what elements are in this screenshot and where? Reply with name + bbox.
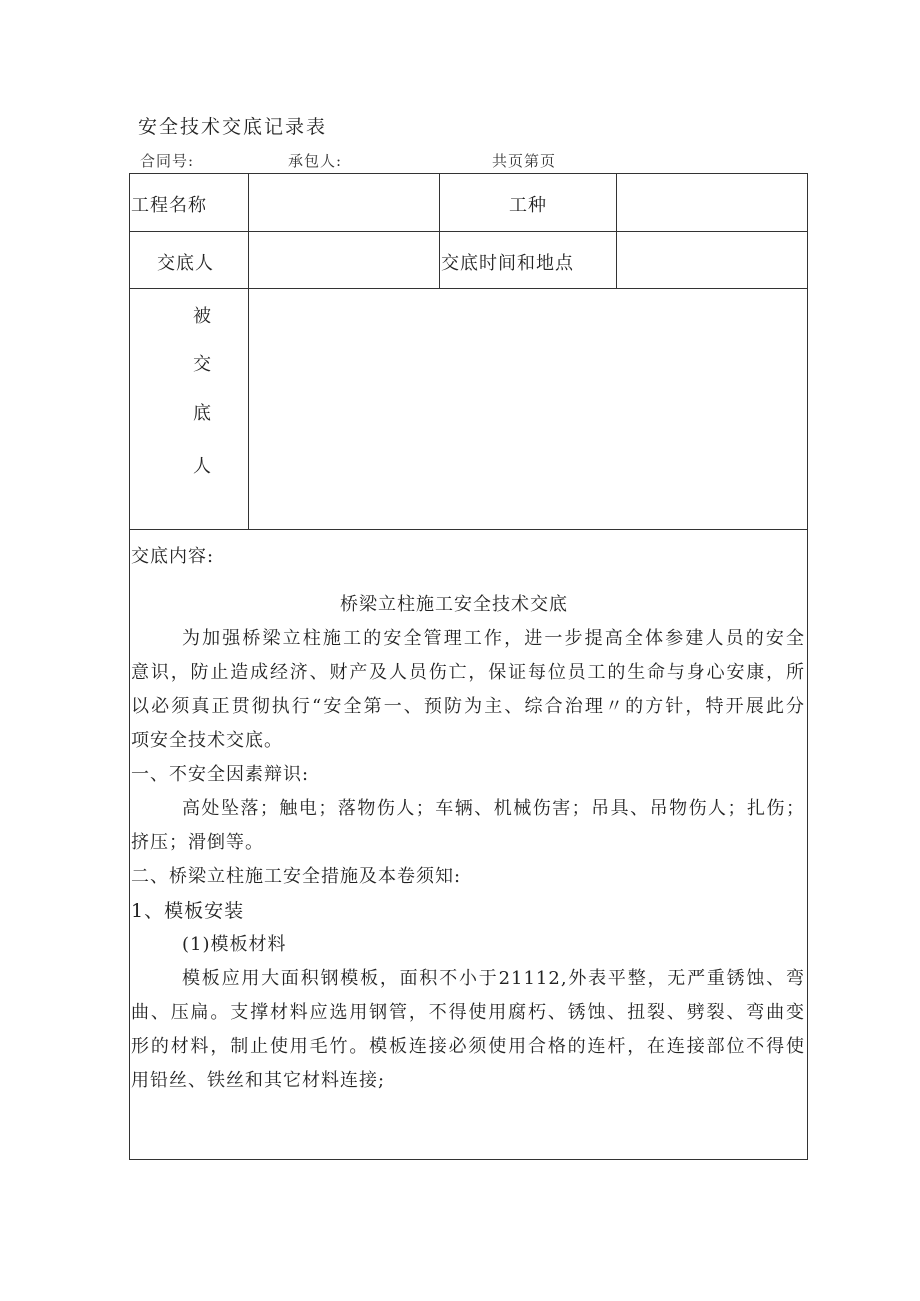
contract-number-label: 合同号: bbox=[140, 152, 195, 170]
time-place-field[interactable] bbox=[618, 234, 806, 286]
briefing-content bbox=[131, 540, 805, 1098]
content-heading: 桥梁立柱施工安全技术交底 bbox=[340, 594, 568, 615]
table-divider bbox=[129, 529, 808, 530]
work-type-label: 工种 bbox=[509, 195, 547, 216]
project-name-field[interactable] bbox=[250, 180, 438, 230]
recipient-label-char: 交 bbox=[193, 354, 211, 375]
section-heading: 一、不安全因素辩识: bbox=[131, 764, 310, 785]
intro-line: 以必须真正贯彻执行“安全第一、预防为主、综合治理〃的方针，特开展此分 bbox=[131, 696, 805, 717]
time-place-label: 交底时间和地点 bbox=[441, 253, 574, 274]
form-title: 安全技术交底记录表 bbox=[138, 116, 328, 138]
recipient-signature-area[interactable] bbox=[250, 291, 806, 527]
hazard-line: 挤压；滑倒等。 bbox=[131, 832, 264, 853]
table-divider bbox=[616, 173, 617, 289]
intro-line: 为加强桥梁立柱施工的安全管理工作，进一步提高全体参建人员的安全 bbox=[182, 628, 805, 649]
intro-line: 项安全技术交底。 bbox=[131, 730, 283, 751]
item-heading: 1、模板安装 bbox=[131, 900, 245, 922]
recipient-label-char: 被 bbox=[193, 306, 211, 327]
content-section-label: 交底内容: bbox=[131, 546, 215, 567]
item-line: 用铅丝、铁丝和其它材料连接; bbox=[131, 1070, 386, 1091]
item-line: 模板应用大面积钢模板，面积不小于21112,外表平整，无严重锈蚀、弯 bbox=[182, 968, 805, 989]
item-subheading: (1)模板材料 bbox=[182, 934, 287, 955]
recipient-label-char: 底 bbox=[193, 403, 211, 424]
intro-line: 意识，防止造成经济、财产及人员伤亡，保证每位员工的生命与身心安康，所 bbox=[131, 662, 805, 683]
work-type-field[interactable] bbox=[618, 180, 806, 230]
section-heading: 二、桥梁立柱施工安全措施及本卷须知: bbox=[131, 866, 462, 887]
item-line: 曲、压扁。支撑材料应选用钢管，不得使用腐朽、锈蚀、扭裂、劈裂、弯曲变 bbox=[131, 1002, 805, 1023]
contractor-label: 承包人: bbox=[288, 152, 343, 170]
item-line: 形的材料，制止使用毛竹。模板连接必须使用合格的连杆，在连接部位不得使 bbox=[131, 1036, 805, 1057]
table-divider bbox=[248, 173, 249, 530]
project-name-label: 工程名称 bbox=[131, 195, 207, 216]
table-divider bbox=[439, 173, 440, 289]
briefer-label: 交底人 bbox=[157, 253, 214, 274]
table-divider bbox=[129, 288, 808, 289]
recipient-label-char: 人 bbox=[193, 456, 211, 477]
hazard-line: 高处坠落；触电；落物伤人；车辆、机械伤害；吊具、吊物伤人；扎伤； bbox=[182, 798, 805, 819]
page-count-label: 共页第页 bbox=[492, 152, 557, 170]
briefer-field[interactable] bbox=[250, 234, 438, 286]
table-divider bbox=[129, 231, 808, 232]
